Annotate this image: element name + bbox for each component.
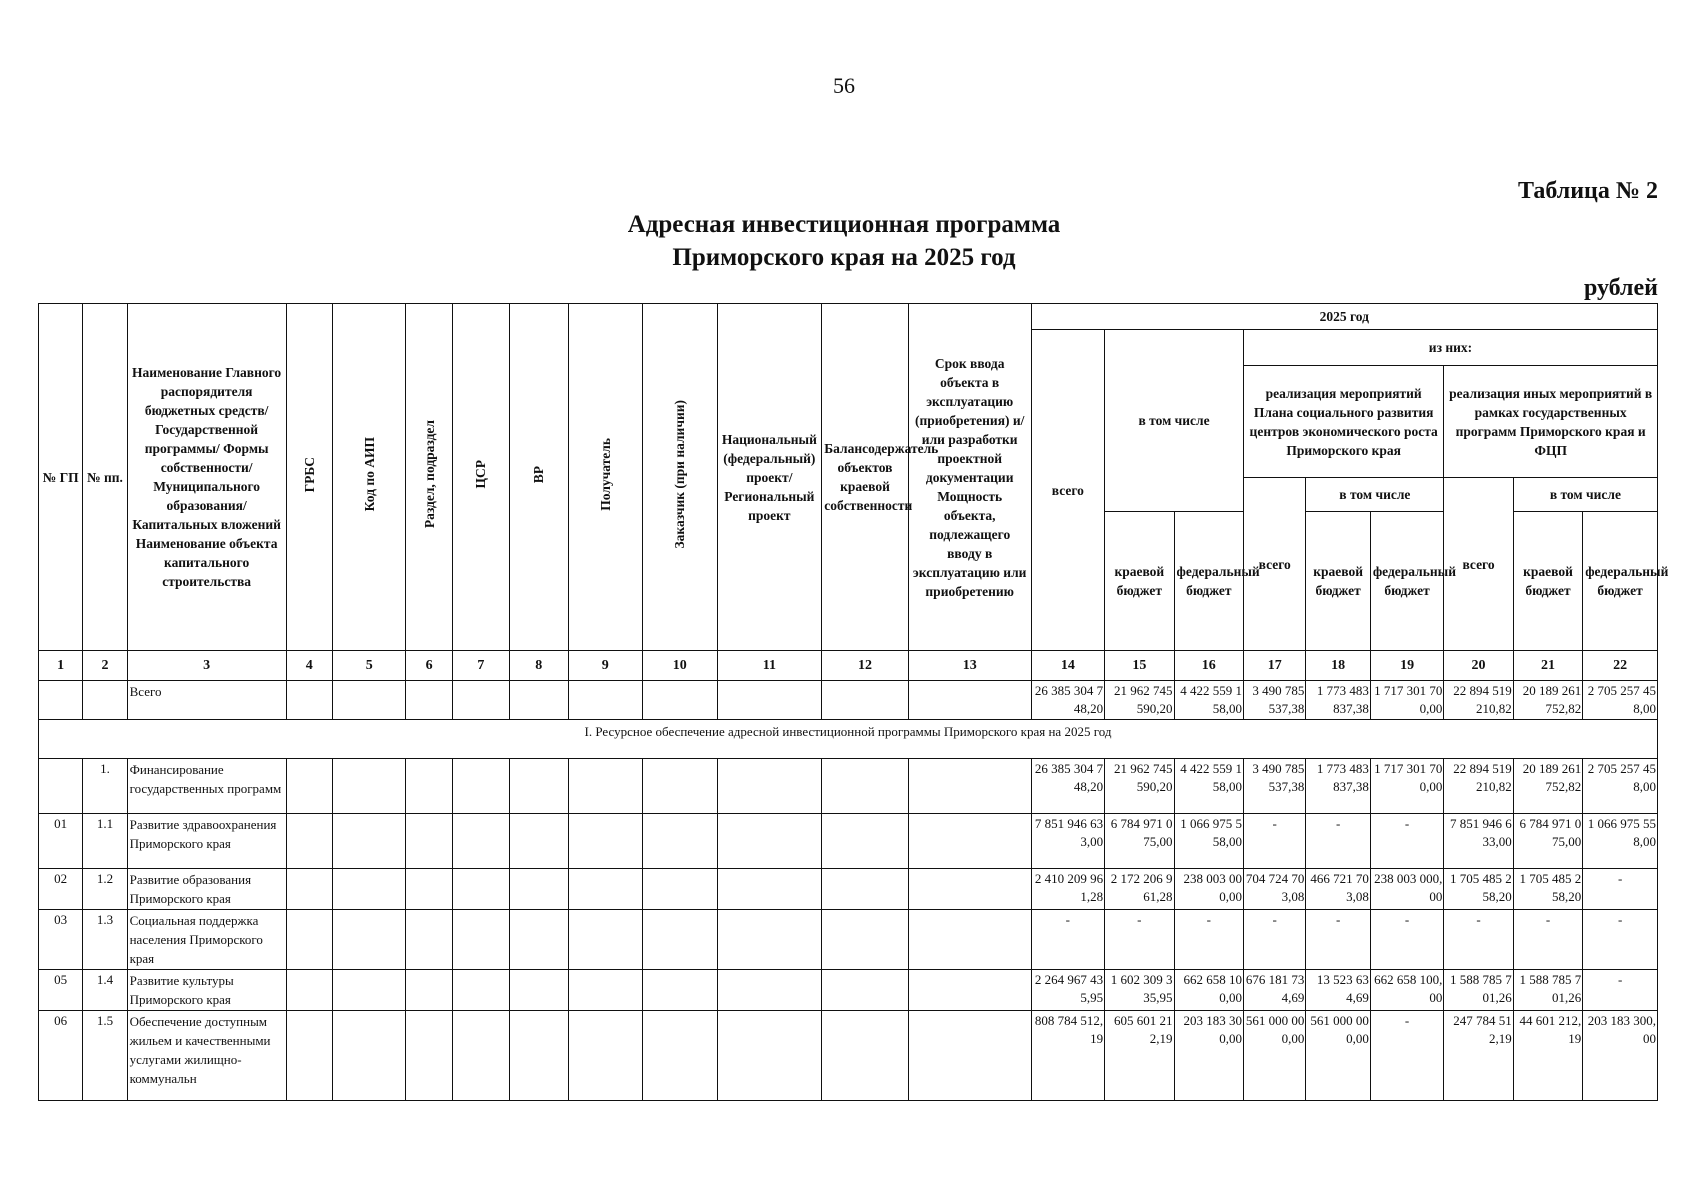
empty-cell — [406, 814, 452, 869]
pp-number-cell: 1.3 — [83, 910, 127, 970]
amount-cell: 662 658 100,00 — [1370, 970, 1443, 1011]
empty-cell — [406, 970, 452, 1011]
pp-number-cell: 1.1 — [83, 814, 127, 869]
column-number: 9 — [568, 651, 643, 681]
empty-cell — [643, 759, 718, 814]
empty-cell — [568, 970, 643, 1011]
empty-cell — [452, 759, 509, 814]
gp-number-cell: 02 — [39, 869, 83, 910]
header-plan-group: реализация мероприятий Плана социального развития центров экономического роста Приморского края — [1244, 366, 1444, 478]
header-csr: ЦСР — [452, 304, 509, 651]
empty-cell — [908, 910, 1031, 970]
amount-cell: 20 189 261 752,82 — [1513, 681, 1582, 720]
amount-cell: - — [1370, 1011, 1443, 1101]
amount-cell: 1 705 485 258,20 — [1513, 869, 1582, 910]
title-line-1: Адресная инвестиционная программа — [627, 211, 1061, 238]
empty-cell — [510, 869, 568, 910]
column-number: 17 — [1244, 651, 1306, 681]
empty-cell — [452, 814, 509, 869]
amount-cell: 662 658 100,00 — [1174, 970, 1243, 1011]
amount-cell: 238 003 000,00 — [1370, 869, 1443, 910]
empty-cell — [332, 1011, 405, 1101]
empty-cell — [510, 814, 568, 869]
units-label: рублей — [1583, 275, 1658, 301]
amount-cell: 203 183 300,00 — [1583, 1011, 1658, 1101]
amount-cell: 1 588 785 701,26 — [1444, 970, 1513, 1011]
column-number: 14 — [1031, 651, 1104, 681]
amount-cell: 203 183 300,00 — [1174, 1011, 1243, 1101]
amount-cell: - — [1306, 910, 1370, 970]
amount-cell: 26 385 304 748,20 — [1031, 681, 1104, 720]
empty-cell — [643, 869, 718, 910]
gp-number-cell — [39, 759, 83, 814]
table-row — [39, 970, 1658, 1011]
column-number: 20 — [1444, 651, 1513, 681]
header-pp-number: № пп. — [83, 304, 127, 651]
amount-cell: 44 601 212,19 — [1513, 1011, 1582, 1101]
empty-cell — [822, 759, 909, 814]
empty-cell — [717, 970, 822, 1011]
pp-number-cell: 1.4 — [83, 970, 127, 1011]
amount-cell: 2 264 967 435,95 — [1031, 970, 1104, 1011]
header-balance-holder: Балансодержатель объектов краевой собственности — [822, 304, 909, 651]
amount-cell: 1 773 483 837,38 — [1306, 759, 1370, 814]
header-plan-including: в том числе — [1306, 478, 1444, 512]
empty-cell — [822, 1011, 909, 1101]
amount-cell: - — [1174, 910, 1243, 970]
pp-number-cell — [83, 681, 127, 720]
empty-cell — [510, 910, 568, 970]
empty-cell — [452, 869, 509, 910]
empty-cell — [908, 869, 1031, 910]
page-number: 56 — [833, 73, 855, 98]
header-vr: ВР — [510, 304, 568, 651]
amount-cell: - — [1105, 910, 1174, 970]
table-body — [39, 651, 1658, 1101]
header-gp-number: № ГП — [39, 304, 83, 651]
empty-cell — [286, 970, 332, 1011]
document-title — [0, 208, 1688, 274]
amount-cell: 2 705 257 458,00 — [1583, 681, 1658, 720]
name-cell: Обеспечение доступным жильем и качественными услугами жилищно-коммунальн — [127, 1011, 286, 1101]
amount-cell: - — [1583, 910, 1658, 970]
header-of-them: из них: — [1244, 330, 1658, 366]
amount-cell: 1 602 309 335,95 — [1105, 970, 1174, 1011]
name-cell: Социальная поддержка населения Приморского края — [127, 910, 286, 970]
empty-cell — [286, 910, 332, 970]
amount-cell: 2 410 209 961,28 — [1031, 869, 1104, 910]
empty-cell — [568, 759, 643, 814]
empty-cell — [568, 910, 643, 970]
name-cell: Финансирование государственных программ — [127, 759, 286, 814]
header-aip-code: Код по АИП — [332, 304, 405, 651]
header-section: Раздел, подраздел — [406, 304, 452, 651]
header-plan-regional-budget: краевой бюджет — [1306, 512, 1370, 651]
gp-number-cell: 06 — [39, 1011, 83, 1101]
empty-cell — [643, 1011, 718, 1101]
column-number: 18 — [1306, 651, 1370, 681]
column-number: 22 — [1583, 651, 1658, 681]
header-other-total: всего — [1444, 478, 1513, 651]
amount-cell: 13 523 634,69 — [1306, 970, 1370, 1011]
table-label: Таблица № 2 — [1517, 178, 1658, 204]
empty-cell — [406, 1011, 452, 1101]
empty-cell — [717, 869, 822, 910]
amount-cell: - — [1306, 814, 1370, 869]
gp-number-cell — [39, 681, 83, 720]
empty-cell — [822, 869, 909, 910]
amount-cell: 561 000 000,00 — [1244, 1011, 1306, 1101]
empty-cell — [717, 814, 822, 869]
amount-cell: 1 066 975 558,00 — [1583, 814, 1658, 869]
amount-cell: - — [1370, 814, 1443, 869]
empty-cell — [406, 910, 452, 970]
amount-cell: 466 721 703,08 — [1306, 869, 1370, 910]
amount-cell: 1 717 301 700,00 — [1370, 681, 1443, 720]
name-cell: Развитие культуры Приморского края — [127, 970, 286, 1011]
column-number: 11 — [717, 651, 822, 681]
amount-cell: - — [1583, 869, 1658, 910]
column-number: 5 — [332, 651, 405, 681]
empty-cell — [452, 681, 509, 720]
empty-cell — [510, 1011, 568, 1101]
amount-cell: 808 784 512,19 — [1031, 1011, 1104, 1101]
column-number: 12 — [822, 651, 909, 681]
amount-cell: 26 385 304 748,20 — [1031, 759, 1104, 814]
amount-cell: 21 962 745 590,20 — [1105, 759, 1174, 814]
header-year: 2025 год — [1031, 304, 1657, 330]
header-plan-total: всего — [1244, 478, 1306, 651]
empty-cell — [643, 681, 718, 720]
header-recipient: Получатель — [568, 304, 643, 651]
column-number: 13 — [908, 651, 1031, 681]
amount-cell: 1 588 785 701,26 — [1513, 970, 1582, 1011]
amount-cell: 21 962 745 590,20 — [1105, 681, 1174, 720]
amount-cell: 1 717 301 700,00 — [1370, 759, 1443, 814]
empty-cell — [822, 910, 909, 970]
amount-cell: 7 851 946 633,00 — [1444, 814, 1513, 869]
amount-cell: 2 172 206 961,28 — [1105, 869, 1174, 910]
column-number: 15 — [1105, 651, 1174, 681]
empty-cell — [286, 814, 332, 869]
amount-cell: 1 773 483 837,38 — [1306, 681, 1370, 720]
empty-cell — [908, 681, 1031, 720]
empty-cell — [510, 759, 568, 814]
gp-number-cell: 05 — [39, 970, 83, 1011]
empty-cell — [286, 681, 332, 720]
amount-cell: 6 784 971 075,00 — [1513, 814, 1582, 869]
empty-cell — [717, 910, 822, 970]
amount-cell: 4 422 559 158,00 — [1174, 681, 1243, 720]
column-number: 8 — [510, 651, 568, 681]
empty-cell — [822, 970, 909, 1011]
column-number: 10 — [643, 651, 718, 681]
empty-cell — [452, 970, 509, 1011]
empty-cell — [286, 759, 332, 814]
amount-cell: 238 003 000,00 — [1174, 869, 1243, 910]
empty-cell — [717, 1011, 822, 1101]
header-regional-budget: краевой бюджет — [1105, 512, 1174, 651]
column-number: 19 — [1370, 651, 1443, 681]
empty-cell — [332, 970, 405, 1011]
amount-cell: 1 705 485 258,20 — [1444, 869, 1513, 910]
empty-cell — [822, 681, 909, 720]
amount-cell: 22 894 519 210,82 — [1444, 681, 1513, 720]
header-total: всего — [1031, 330, 1104, 651]
amount-cell: 561 000 000,00 — [1306, 1011, 1370, 1101]
empty-cell — [717, 759, 822, 814]
amount-cell: 2 705 257 458,00 — [1583, 759, 1658, 814]
amount-cell: 7 851 946 633,00 — [1031, 814, 1104, 869]
amount-cell: 4 422 559 158,00 — [1174, 759, 1243, 814]
pp-number-cell: 1.2 — [83, 869, 127, 910]
total-row — [39, 681, 1658, 720]
empty-cell — [452, 910, 509, 970]
table-row — [39, 759, 1658, 814]
header-other-including: в том числе — [1513, 478, 1657, 512]
amount-cell: - — [1244, 814, 1306, 869]
amount-cell: - — [1583, 970, 1658, 1011]
empty-cell — [908, 970, 1031, 1011]
table-row — [39, 910, 1658, 970]
amount-cell: 3 490 785 537,38 — [1244, 681, 1306, 720]
pp-number-cell: 1. — [83, 759, 127, 814]
header-customer: Заказчик (при наличии) — [643, 304, 718, 651]
investment-program-table — [38, 303, 1669, 1101]
column-number: 16 — [1174, 651, 1243, 681]
name-cell: Развитие здравоохранения Приморского края — [127, 814, 286, 869]
empty-cell — [568, 681, 643, 720]
amount-cell: - — [1031, 910, 1104, 970]
gp-number-cell: 01 — [39, 814, 83, 869]
empty-cell — [510, 970, 568, 1011]
header-name: Наименование Главного распорядителя бюджетных средств/Государственной программы/ Формы собственности/Муниципального образования/Капитальных вложений Наименование объекта капитального строительства — [127, 304, 286, 651]
header-commissioning: Срок ввода объекта в эксплуатацию (приобретения) и/или разработки проектной документации Мощность объекта, подлежащего вводу в эксплуатацию или приобретению — [908, 304, 1031, 651]
empty-cell — [908, 759, 1031, 814]
amount-cell: 676 181 734,69 — [1244, 970, 1306, 1011]
empty-cell — [643, 814, 718, 869]
empty-cell — [568, 1011, 643, 1101]
empty-cell — [332, 759, 405, 814]
empty-cell — [510, 681, 568, 720]
amount-cell: 22 894 519 210,82 — [1444, 759, 1513, 814]
header-grbs: ГРБС — [286, 304, 332, 651]
table-row — [39, 814, 1658, 869]
amount-cell: - — [1513, 910, 1582, 970]
name-cell: Развитие образования Приморского края — [127, 869, 286, 910]
amount-cell: - — [1444, 910, 1513, 970]
amount-cell: 20 189 261 752,82 — [1513, 759, 1582, 814]
empty-cell — [332, 814, 405, 869]
empty-cell — [406, 681, 452, 720]
empty-cell — [568, 869, 643, 910]
empty-cell — [286, 1011, 332, 1101]
column-number: 2 — [83, 651, 127, 681]
empty-cell — [332, 681, 405, 720]
amount-cell: 247 784 512,19 — [1444, 1011, 1513, 1101]
empty-cell — [643, 910, 718, 970]
empty-cell — [568, 814, 643, 869]
empty-cell — [332, 869, 405, 910]
header-national-project: Национальный (федеральный) проект/ Региональный проект — [717, 304, 822, 651]
amount-cell: - — [1370, 910, 1443, 970]
header-other-group: реализация иных мероприятий в рамках государственных программ Приморского края и ФЦП — [1444, 366, 1658, 478]
table-row — [39, 869, 1658, 910]
header-other-federal-budget: федеральный бюджет — [1583, 512, 1658, 651]
gp-number-cell: 03 — [39, 910, 83, 970]
empty-cell — [822, 814, 909, 869]
empty-cell — [717, 681, 822, 720]
header-federal-budget: федеральный бюджет — [1174, 512, 1243, 651]
column-number: 7 — [452, 651, 509, 681]
empty-cell — [643, 970, 718, 1011]
pp-number-cell: 1.5 — [83, 1011, 127, 1101]
empty-cell — [332, 910, 405, 970]
empty-cell — [452, 1011, 509, 1101]
empty-cell — [406, 759, 452, 814]
name-cell: Всего — [127, 681, 286, 720]
amount-cell: 605 601 212,19 — [1105, 1011, 1174, 1101]
column-number: 4 — [286, 651, 332, 681]
section-title: I. Ресурсное обеспечение адресной инвестиционной программы Приморского края на 2025 год — [39, 720, 1658, 759]
amount-cell: 1 066 975 558,00 — [1174, 814, 1243, 869]
amount-cell: 6 784 971 075,00 — [1105, 814, 1174, 869]
empty-cell — [908, 814, 1031, 869]
header-other-regional-budget: краевой бюджет — [1513, 512, 1582, 651]
table-row — [39, 1011, 1658, 1101]
column-number: 3 — [127, 651, 286, 681]
header-plan-federal-budget: федеральный бюджет — [1370, 512, 1443, 651]
title-line-2: Приморского края на 2025 год — [672, 244, 1016, 271]
column-number: 1 — [39, 651, 83, 681]
empty-cell — [908, 1011, 1031, 1101]
column-number: 6 — [406, 651, 452, 681]
empty-cell — [406, 869, 452, 910]
amount-cell: - — [1244, 910, 1306, 970]
amount-cell: 3 490 785 537,38 — [1244, 759, 1306, 814]
amount-cell: 704 724 703,08 — [1244, 869, 1306, 910]
section-row — [39, 720, 1658, 759]
empty-cell — [286, 869, 332, 910]
column-number-row — [39, 651, 1658, 681]
column-number: 21 — [1513, 651, 1582, 681]
header-including: в том числе — [1105, 330, 1244, 512]
